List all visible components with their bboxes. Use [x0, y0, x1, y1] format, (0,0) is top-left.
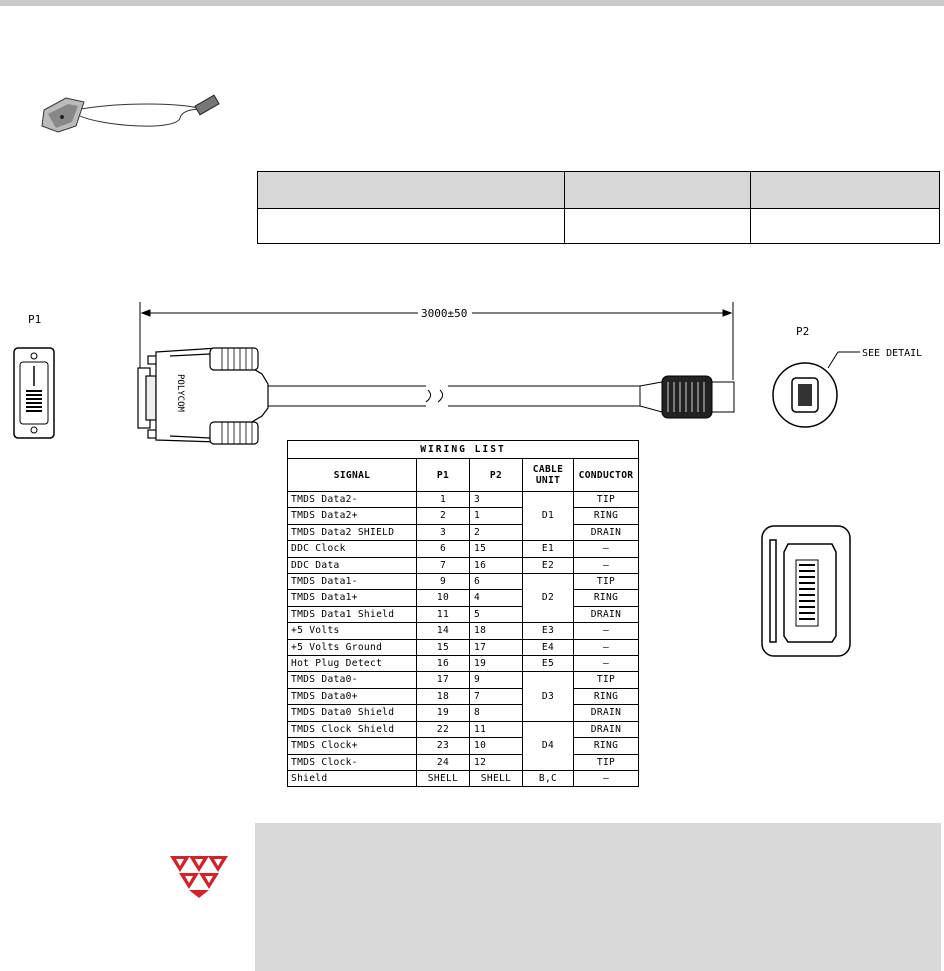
p2-cell: 9: [470, 672, 523, 688]
table-row: [288, 541, 639, 557]
conductor-cell: TIP: [574, 754, 639, 770]
table-row: [288, 688, 639, 704]
hdmi-detail-view: [762, 526, 850, 656]
conductor-cell: —: [574, 623, 639, 639]
signal-cell: TMDS Clock Shield: [288, 721, 417, 737]
signal-cell: TMDS Data2+: [288, 508, 417, 524]
conductor-cell: TIP: [574, 672, 639, 688]
conductor-cell: DRAIN: [574, 524, 639, 540]
dvi-plug: [138, 348, 268, 444]
p2-cell: 5: [470, 606, 523, 622]
p1-cell: 14: [417, 623, 470, 639]
signal-cell: +5 Volts: [288, 623, 417, 639]
signal-cell: TMDS Clock+: [288, 738, 417, 754]
p2-label: P2: [796, 325, 810, 338]
table-row: [288, 721, 639, 737]
conductor-cell: RING: [574, 590, 639, 606]
p1-cell: 9: [417, 574, 470, 590]
signal-cell: TMDS Data0-: [288, 672, 417, 688]
cable-thumbnail: [36, 92, 222, 134]
signal-cell: +5 Volts Ground: [288, 639, 417, 655]
conductor-cell: —: [574, 541, 639, 557]
brand-text: POLYCOM: [175, 374, 185, 412]
header-cable-unit: CABLE UNIT: [523, 459, 574, 492]
p2-cell: 6: [470, 574, 523, 590]
cable-unit-cell: B,C: [523, 770, 574, 786]
signal-cell: Hot Plug Detect: [288, 656, 417, 672]
p2-cell: 1: [470, 508, 523, 524]
see-detail-label: SEE DETAIL: [862, 348, 923, 359]
p1-cell: 18: [417, 688, 470, 704]
wiring-list-table: [287, 440, 639, 787]
p2-cell: 19: [470, 656, 523, 672]
table-row: [288, 557, 639, 573]
table-row: [288, 524, 639, 540]
spec-cell: [565, 209, 751, 244]
signal-cell: TMDS Data2-: [288, 492, 417, 508]
p2-cell: 2: [470, 524, 523, 540]
p1-cell: 3: [417, 524, 470, 540]
detail-leader: [828, 352, 860, 368]
p2-cell: 7: [470, 688, 523, 704]
top-rule: [0, 0, 944, 6]
p2-cell: 15: [470, 541, 523, 557]
spec-header-cell: [751, 172, 940, 209]
p1-cell: 16: [417, 656, 470, 672]
p1-cell: 22: [417, 721, 470, 737]
p2-cell: 3: [470, 492, 523, 508]
table-row: [288, 754, 639, 770]
cable-unit-cell: E2: [523, 557, 574, 573]
table-row: [288, 639, 639, 655]
length-dim-label: 3000±50: [421, 307, 468, 320]
table-row: [288, 770, 639, 786]
table-row: [288, 672, 639, 688]
spec-cell: [258, 209, 565, 244]
dvi-connector-face: [14, 348, 54, 438]
spec-header-row: [258, 172, 940, 209]
table-row: [288, 623, 639, 639]
p1-cell: 23: [417, 738, 470, 754]
conductor-cell: RING: [574, 738, 639, 754]
signal-cell: TMDS Data1 Shield: [288, 606, 417, 622]
signal-cell: TMDS Data0+: [288, 688, 417, 704]
cable-body: [268, 386, 640, 406]
p1-cell: 11: [417, 606, 470, 622]
conductor-cell: RING: [574, 688, 639, 704]
cable-unit-cell: D3: [523, 672, 574, 721]
p1-cell: 17: [417, 672, 470, 688]
hdmi-plug: [640, 376, 734, 418]
conductor-cell: TIP: [574, 492, 639, 508]
header-p2: P2: [470, 459, 523, 492]
conductor-cell: TIP: [574, 574, 639, 590]
table-row: [288, 508, 639, 524]
part-spec-table: [257, 171, 940, 244]
table-row: [288, 656, 639, 672]
table-row: [288, 606, 639, 622]
header-conductor: CONDUCTOR: [574, 459, 639, 492]
cable-unit-cell: D1: [523, 492, 574, 541]
signal-cell: Shield: [288, 770, 417, 786]
p1-cell: 1: [417, 492, 470, 508]
note-box: [255, 823, 941, 971]
cable-unit-cell: D2: [523, 574, 574, 623]
p2-cell: 17: [470, 639, 523, 655]
p1-label: P1: [28, 313, 42, 326]
conductor-cell: DRAIN: [574, 606, 639, 622]
conductor-cell: RING: [574, 508, 639, 524]
cable-unit-cell: E3: [523, 623, 574, 639]
signal-cell: TMDS Data2 SHIELD: [288, 524, 417, 540]
signal-cell: DDC Clock: [288, 541, 417, 557]
p2-cell: SHELL: [470, 770, 523, 786]
p1-cell: 2: [417, 508, 470, 524]
cable-unit-cell: D4: [523, 721, 574, 770]
p2-cell: 11: [470, 721, 523, 737]
spec-header-cell: [565, 172, 751, 209]
spec-row: [258, 209, 940, 244]
signal-cell: TMDS Data0 Shield: [288, 705, 417, 721]
conductor-cell: DRAIN: [574, 705, 639, 721]
conductor-cell: —: [574, 639, 639, 655]
p2-cell: 12: [470, 754, 523, 770]
signal-cell: TMDS Clock-: [288, 754, 417, 770]
table-row: [288, 705, 639, 721]
conductor-cell: —: [574, 557, 639, 573]
spec-header-cell: [258, 172, 565, 209]
cable-unit-cell: E1: [523, 541, 574, 557]
p2-cell: 4: [470, 590, 523, 606]
p2-cell: 16: [470, 557, 523, 573]
table-row: [288, 492, 639, 508]
signal-cell: TMDS Data1-: [288, 574, 417, 590]
cable-unit-cell: E4: [523, 639, 574, 655]
signal-cell: DDC Data: [288, 557, 417, 573]
p1-cell: 10: [417, 590, 470, 606]
p1-cell: 7: [417, 557, 470, 573]
hdmi-connector-face: [773, 363, 837, 427]
header-signal: SIGNAL: [288, 459, 417, 492]
conductor-cell: —: [574, 656, 639, 672]
cable-unit-cell: E5: [523, 656, 574, 672]
p1-cell: SHELL: [417, 770, 470, 786]
p2-cell: 8: [470, 705, 523, 721]
p1-cell: 15: [417, 639, 470, 655]
header-p1: P1: [417, 459, 470, 492]
spec-cell: [751, 209, 940, 244]
p2-cell: 18: [470, 623, 523, 639]
table-row: [288, 590, 639, 606]
table-row: [288, 574, 639, 590]
conductor-cell: —: [574, 770, 639, 786]
p2-cell: 10: [470, 738, 523, 754]
wiring-list-title: WIRING LIST: [288, 441, 639, 459]
table-row: [288, 738, 639, 754]
polycom-logo-icon: [168, 852, 230, 898]
p1-cell: 6: [417, 541, 470, 557]
signal-cell: TMDS Data1+: [288, 590, 417, 606]
conductor-cell: DRAIN: [574, 721, 639, 737]
p1-cell: 24: [417, 754, 470, 770]
p1-cell: 19: [417, 705, 470, 721]
